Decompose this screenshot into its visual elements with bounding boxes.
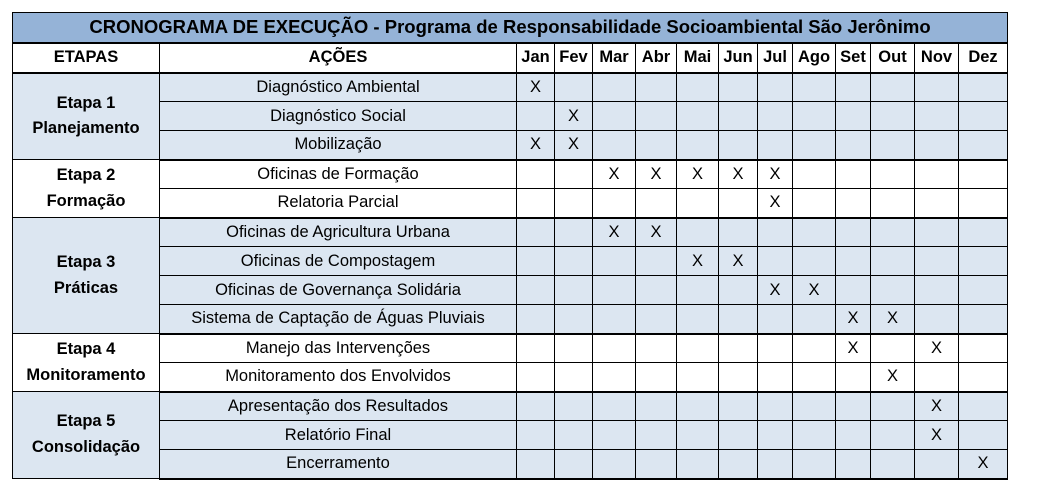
month-cell [719, 276, 758, 305]
month-cell [793, 102, 836, 131]
month-cell [593, 189, 636, 218]
stage-cell [13, 334, 160, 392]
month-cell [555, 160, 593, 189]
month-cell [677, 131, 719, 160]
month-cell [719, 218, 758, 247]
month-cell [677, 334, 719, 363]
month-cell [677, 160, 719, 189]
month-cell [758, 363, 793, 392]
action-cell: Apresentação dos Resultados [160, 392, 517, 421]
month-cell [959, 189, 1008, 218]
month-cell [517, 276, 555, 305]
month-cell [517, 218, 555, 247]
month-cell [555, 73, 593, 102]
month-cell [719, 160, 758, 189]
month-header-nov: Nov [915, 43, 959, 73]
month-cell [836, 334, 871, 363]
month-cell [517, 392, 555, 421]
stage-cell [13, 392, 160, 479]
month-cell [593, 450, 636, 479]
month-cell [636, 392, 677, 421]
month-cell [677, 247, 719, 276]
month-cell [636, 218, 677, 247]
schedule-mark: X [691, 164, 703, 183]
month-cell [915, 102, 959, 131]
month-cell [915, 189, 959, 218]
month-cell [793, 73, 836, 102]
stage-name: Etapa 2 [56, 165, 116, 184]
month-cell [959, 160, 1008, 189]
stage-cell [13, 73, 160, 160]
month-cell [555, 450, 593, 479]
month-cell [758, 334, 793, 363]
month-cell [915, 131, 959, 160]
month-cell [593, 334, 636, 363]
schedule-mark: X [650, 164, 662, 183]
month-cell [719, 102, 758, 131]
month-cell [593, 392, 636, 421]
month-cell [719, 334, 758, 363]
month-cell [793, 247, 836, 276]
schedule-mark: X [930, 425, 942, 444]
action-cell: Mobilização [160, 131, 517, 160]
month-cell [517, 305, 555, 334]
action-cell: Oficinas de Governança Solidária [160, 276, 517, 305]
stage-name: Etapa 5 [56, 412, 116, 431]
month-cell [719, 247, 758, 276]
month-cell [636, 276, 677, 305]
month-cell [636, 450, 677, 479]
header-row [13, 43, 1008, 73]
month-cell [793, 392, 836, 421]
month-cell [555, 363, 593, 392]
month-header-ago: Ago [793, 43, 836, 73]
month-header-jun: Jun [719, 43, 758, 73]
month-cell [758, 131, 793, 160]
month-cell [719, 305, 758, 334]
month-cell [871, 450, 915, 479]
month-cell [555, 421, 593, 450]
month-cell [758, 276, 793, 305]
month-cell [793, 218, 836, 247]
schedule-body [13, 13, 1008, 479]
stage-name: Etapa 1 [56, 93, 116, 112]
schedule-mark: X [650, 222, 662, 241]
month-cell [517, 334, 555, 363]
month-cell [555, 305, 593, 334]
action-cell: Relatório Final [160, 421, 517, 450]
month-cell [517, 131, 555, 160]
month-cell [871, 363, 915, 392]
month-cell [793, 305, 836, 334]
month-cell [959, 131, 1008, 160]
schedule-table [12, 12, 1008, 480]
month-cell [793, 276, 836, 305]
month-header-abr: Abr [636, 43, 677, 73]
table-row [13, 363, 1008, 392]
schedule-mark: X [977, 454, 989, 473]
month-cell [758, 450, 793, 479]
stage-subtitle: Planejamento [32, 119, 140, 138]
month-cell [836, 363, 871, 392]
month-cell [915, 363, 959, 392]
month-cell [793, 160, 836, 189]
month-cell [719, 131, 758, 160]
month-cell [836, 247, 871, 276]
month-cell [793, 421, 836, 450]
month-cell [871, 218, 915, 247]
schedule-mark: X [930, 338, 942, 357]
month-cell [915, 160, 959, 189]
month-cell [636, 189, 677, 218]
month-cell [915, 218, 959, 247]
month-cell [636, 131, 677, 160]
month-cell [555, 218, 593, 247]
month-cell [719, 363, 758, 392]
month-cell [555, 189, 593, 218]
month-header-jul: Jul [758, 43, 793, 73]
month-cell [555, 276, 593, 305]
table-row [13, 305, 1008, 334]
stage-subtitle: Monitoramento [26, 365, 146, 384]
stage-cell [13, 218, 160, 334]
month-cell [871, 73, 915, 102]
schedule-mark: X [529, 77, 541, 96]
month-header-jan: Jan [517, 43, 555, 73]
stage-name: Etapa 3 [56, 252, 116, 271]
month-cell [959, 421, 1008, 450]
month-cell [836, 421, 871, 450]
month-cell [959, 247, 1008, 276]
month-cell [517, 73, 555, 102]
action-cell: Oficinas de Compostagem [160, 247, 517, 276]
month-cell [758, 392, 793, 421]
month-cell [555, 131, 593, 160]
month-cell [871, 421, 915, 450]
schedule-mark: X [808, 280, 820, 299]
month-cell [758, 73, 793, 102]
month-cell [758, 189, 793, 218]
schedule-mark: X [930, 396, 942, 415]
table-row [13, 102, 1008, 131]
month-cell [836, 189, 871, 218]
month-cell [871, 102, 915, 131]
month-cell [959, 102, 1008, 131]
month-cell [758, 421, 793, 450]
action-cell: Sistema de Captação de Águas Pluviais [160, 305, 517, 334]
month-cell [959, 392, 1008, 421]
action-cell: Diagnóstico Social [160, 102, 517, 131]
month-cell [959, 363, 1008, 392]
month-cell [677, 102, 719, 131]
month-cell [915, 450, 959, 479]
table-row [13, 392, 1008, 421]
month-header-set: Set [836, 43, 871, 73]
month-cell [959, 276, 1008, 305]
month-cell [677, 363, 719, 392]
month-cell [677, 450, 719, 479]
month-cell [719, 421, 758, 450]
month-cell [793, 131, 836, 160]
month-cell [677, 218, 719, 247]
month-cell [959, 450, 1008, 479]
stage-name: Etapa 4 [56, 339, 116, 358]
month-cell [915, 334, 959, 363]
month-cell [871, 392, 915, 421]
month-cell [836, 392, 871, 421]
month-cell [719, 450, 758, 479]
month-cell [959, 305, 1008, 334]
month-cell [915, 73, 959, 102]
month-cell [636, 160, 677, 189]
month-cell [871, 131, 915, 160]
table-row [13, 131, 1008, 160]
month-cell [871, 160, 915, 189]
month-cell [593, 363, 636, 392]
month-cell [719, 73, 758, 102]
month-cell [793, 189, 836, 218]
month-cell [836, 73, 871, 102]
action-cell: Monitoramento dos Envolvidos [160, 363, 517, 392]
month-cell [593, 305, 636, 334]
month-cell [677, 189, 719, 218]
month-cell [915, 421, 959, 450]
month-cell [555, 102, 593, 131]
month-cell [517, 102, 555, 131]
month-cell [593, 247, 636, 276]
stages-header: ETAPAS [13, 43, 160, 73]
action-cell: Oficinas de Formação [160, 160, 517, 189]
month-cell [555, 334, 593, 363]
month-cell [636, 102, 677, 131]
month-cell [915, 392, 959, 421]
schedule-mark: X [886, 309, 898, 328]
schedule-mark: X [847, 309, 859, 328]
month-cell [517, 160, 555, 189]
month-cell [758, 247, 793, 276]
month-cell [836, 102, 871, 131]
month-cell [793, 450, 836, 479]
action-cell: Diagnóstico Ambiental [160, 73, 517, 102]
month-cell [677, 421, 719, 450]
month-cell [758, 102, 793, 131]
month-cell [593, 102, 636, 131]
month-cell [915, 276, 959, 305]
month-cell [871, 276, 915, 305]
month-header-mai: Mai [677, 43, 719, 73]
month-cell [517, 363, 555, 392]
stage-subtitle: Formação [46, 191, 126, 210]
month-cell [636, 363, 677, 392]
table-row [13, 421, 1008, 450]
month-cell [871, 334, 915, 363]
stage-subtitle: Práticas [53, 278, 119, 297]
schedule-mark: X [567, 106, 579, 125]
schedule-mark: X [847, 338, 859, 357]
month-cell [677, 276, 719, 305]
month-cell [915, 247, 959, 276]
month-cell [793, 363, 836, 392]
table-row [13, 247, 1008, 276]
table-title: CRONOGRAMA DE EXECUÇÃO - Programa de Responsabilidade Socioambiental São Jerônimo [13, 13, 1008, 43]
table-row [13, 276, 1008, 305]
month-header-mar: Mar [593, 43, 636, 73]
action-cell: Relatoria Parcial [160, 189, 517, 218]
month-cell [836, 160, 871, 189]
month-header-fev: Fev [555, 43, 593, 73]
schedule-mark: X [886, 367, 898, 386]
month-cell [593, 131, 636, 160]
month-cell [836, 276, 871, 305]
month-cell [758, 218, 793, 247]
month-cell [677, 73, 719, 102]
action-cell: Oficinas de Agricultura Urbana [160, 218, 517, 247]
schedule-mark: X [732, 251, 744, 270]
action-cell: Encerramento [160, 450, 517, 479]
schedule-mark: X [769, 193, 781, 212]
month-cell [593, 276, 636, 305]
month-cell [793, 334, 836, 363]
action-cell: Manejo das Intervenções [160, 334, 517, 363]
month-cell [836, 131, 871, 160]
month-cell [959, 334, 1008, 363]
month-cell [959, 218, 1008, 247]
table-row [13, 73, 1008, 102]
month-cell [836, 218, 871, 247]
month-cell [758, 305, 793, 334]
month-cell [915, 305, 959, 334]
month-header-out: Out [871, 43, 915, 73]
schedule-mark: X [691, 251, 703, 270]
table-row [13, 450, 1008, 479]
schedule-mark: X [608, 222, 620, 241]
stage-cell [13, 160, 160, 218]
month-cell [517, 189, 555, 218]
month-cell [593, 160, 636, 189]
stage-subtitle: Consolidação [31, 438, 141, 456]
table-row [13, 218, 1008, 247]
month-cell [593, 218, 636, 247]
table-row [13, 189, 1008, 218]
month-header-dez: Dez [959, 43, 1008, 73]
table-row [13, 334, 1008, 363]
month-cell [593, 421, 636, 450]
month-cell [593, 73, 636, 102]
month-cell [871, 305, 915, 334]
title-row [13, 13, 1008, 43]
month-cell [636, 247, 677, 276]
month-cell [555, 392, 593, 421]
month-cell [636, 305, 677, 334]
schedule-mark: X [769, 280, 781, 299]
actions-header: AÇÕES [160, 43, 517, 73]
month-cell [758, 160, 793, 189]
month-cell [636, 421, 677, 450]
month-cell [517, 247, 555, 276]
month-cell [636, 334, 677, 363]
month-cell [517, 450, 555, 479]
table-row [13, 160, 1008, 189]
month-cell [677, 392, 719, 421]
month-cell [871, 247, 915, 276]
month-cell [555, 247, 593, 276]
schedule-mark: X [529, 135, 541, 154]
schedule-mark: X [608, 164, 620, 183]
month-cell [871, 189, 915, 218]
month-cell [836, 450, 871, 479]
month-cell [836, 305, 871, 334]
month-cell [719, 189, 758, 218]
schedule-mark: X [732, 164, 744, 183]
month-cell [959, 73, 1008, 102]
month-cell [636, 73, 677, 102]
month-cell [719, 392, 758, 421]
month-cell [677, 305, 719, 334]
month-cell [517, 421, 555, 450]
schedule-mark: X [567, 135, 579, 154]
schedule-mark: X [769, 164, 781, 183]
